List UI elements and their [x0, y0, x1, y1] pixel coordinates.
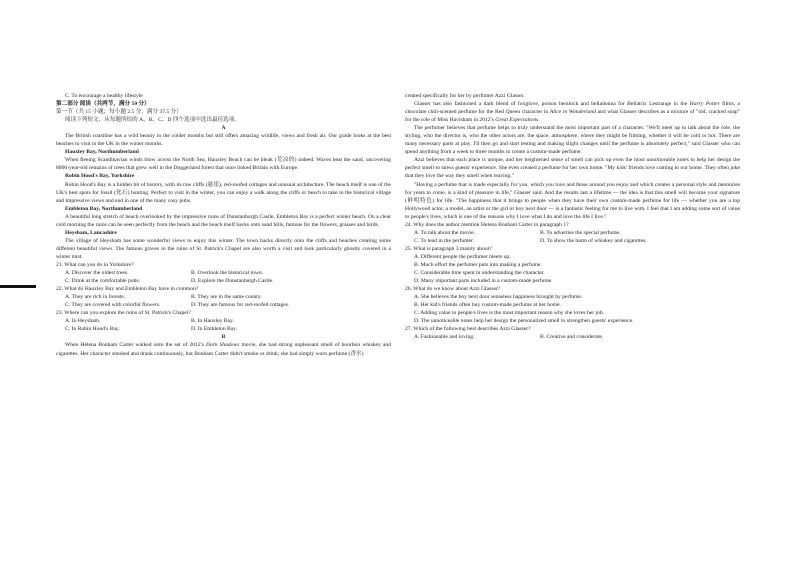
q26-option-b: B. Her kid's friends often buy custom-made perfume at her home.	[414, 302, 562, 309]
section-header: 第一节（共 15 小题；每小题 2.5 分，满分 37.5 分）	[56, 109, 182, 116]
q25-option-c: C. Considerable time spent in understanding the character.	[414, 270, 545, 277]
q27-options-row1	[405, 333, 740, 341]
passage-b-paragraph-4: Azzi believes that each place is unique, and her heightened sense of smell can pick up even the most unnoticeable notes to help her design the perfect smell to stress guests' experience. She even created a perfume for her own home. "My kids' friends love coming to our home. They often joke that they love the way they smell when leaving."	[405, 157, 740, 180]
passage-b-paragraph-3: The perfumer believes that perfume helps to truly understand the most important part of a character. "We'll meet up to talk about the role, the styling, who the director is, who the other actors are, the space, atmosphere, where they might be filming, whether it will be cold or hot. There are many necessary parts at play. I'll then go and start testing and making slight changes until the perfume is absolutely perfect," said Glasser who can spend anything from a week to three months to create a custom-made perfume.	[405, 125, 740, 156]
passage-a-robin-hood: Robin Hood's Bay is a hidden bit of history, with its raw cliffs (悬崖), red-roofed cottages and unusual architecture. The beach itself is one of the UK's best spots for fossil (化石) hunting. Perfect to visit in the winter, you can enjoy a walk along the cliffs or beach to take in the historical village and impressive views and end in one of the many cosy pubs.	[56, 181, 391, 204]
passage-b-paragraph-5: "Having a perfume that is made especially for you, which you love and those around you enjoy and which creates a personal style and memories for years to come, is a kind of pleasure in life," Glasser said. And the results last a lifetime — the idea is that this smell will become your signature (鲜明特色) for life. "The happiness that it brings to people when they have their own custom-made perfume for life — whether you are a top Hollywood actor, a model, an artist or the girl or boy next door — is a fantastic feeling for me to live with. I feel that I am adding some sort of value to people's lives, which is one of the reasons why I love what I do and love the life I live."	[405, 181, 740, 220]
part-header: 第二部分 阅读（共两节，满分 50 分）	[56, 101, 150, 108]
q25-option-d: D. Many important parts included in a custom-made perfume.	[414, 278, 553, 285]
question-26: 26. What do we know about Azzi Glasser?	[405, 286, 501, 293]
q23-options-row1	[56, 317, 391, 325]
question-23: 23. Where can you explore the ruins of St. Patrick's Chapel?	[56, 310, 191, 317]
q23-option-a: A. In Heysham.	[65, 318, 101, 325]
heading-robin-hoods-bay: Robin Hood's Bay, Yorkshire	[65, 173, 135, 180]
q23-options-row2	[56, 325, 391, 333]
question-25: 25. What is paragraph 3 mainly about?	[405, 245, 492, 252]
q24-option-a: A. To talk about the movie.	[414, 229, 476, 236]
q24-option-b: B. To advertise the special perfume.	[540, 229, 621, 236]
q21-option-c: C. Drink at the comfortable pubs.	[65, 278, 141, 285]
question-21: 21. What can you do in Yorkshire?	[56, 261, 134, 268]
question-27: 27. Which of the following best describes Azzi Glasser?	[405, 326, 531, 333]
q22-option-b: B. They are in the same county.	[191, 294, 262, 301]
q25-option-a: A. Different people the perfumer meets up.	[414, 253, 511, 260]
q21-option-a: A. Discover the oldest trees.	[65, 270, 129, 277]
question-24: 24. Why does the author mention Helena Bonham Carter in paragraph 1?	[405, 221, 569, 228]
q21-options-row2	[56, 277, 391, 285]
q22-options-row1	[56, 293, 391, 301]
film-title-harry-potter: Harry Potter	[689, 101, 720, 108]
heading-hauxley-bay: Hauxley Bay, Northumberland	[65, 149, 139, 156]
heading-heysham: Heysham, Lancashire	[65, 229, 117, 236]
passage-a-intro: The British coastline has a wild beauty in the colder months but still offers amazing wildlife, views and fresh air. Our guide looks at the best beaches to visit in the UK in the winter months.	[56, 133, 391, 148]
right-column	[405, 92, 740, 341]
passage-b-continuation: created specifically for her by perfumer Azzi Glasser.	[405, 93, 525, 99]
q24-options-row2	[405, 237, 740, 245]
q24-option-c: C. To lead in the perfumer.	[414, 237, 474, 244]
instruction: 阅读下列短文，从每题所给的 A、B、C、D 四个选项中选出最佳选项。	[65, 117, 240, 124]
q26-option-a: A. She believes the boy next door senseless happiness brought by perfume.	[414, 294, 583, 301]
q21-option-b: B. Overlook the historical town.	[191, 270, 264, 277]
question-22: 22. What do Hauxley Bay and Embleton Bay have in common?	[56, 286, 199, 293]
q22-option-d: D. They are famous for red-roofed cottages.	[191, 302, 290, 309]
q23-option-c: C. In Robin Hood's Bay.	[65, 326, 120, 333]
passage-a-embleton: A beautiful long stretch of beach overlooked by the impressive ruins of Dunstanburgh Castle, Embleton Bay is a perfect winter beach. On a clear cold morning the ruins can be seen perfectly from the beach and the beach itself backs onto sand hills, famous for the flowers, grasses and birds.	[56, 213, 391, 228]
left-column	[56, 92, 391, 358]
passage-b-label: B	[221, 334, 226, 341]
passage-b-opening: When Helena Bonham Carter walked onto the set of 2012's Dark Shadows movie, she had strong unpleasant smell of bourbon whiskey and cigarettes. Her character smoked and drank continuously, but Bonham Carter didn't smoke or drink; she had simply worn perfume (香水)	[56, 342, 391, 357]
passage-b-glasser-films: Glasser has also fashioned a dark blend of foxglove, poison hemlock and belladonna for Bellatrix Lestrange in the Harry Potter films, a chocolate chili-scented perfume for the Red Queen character in Alice in Wonderland and what Glasser describes as a mixture of "old, cracked soap" for the role of Miss Havisham in 2012's Great Expectations.	[405, 101, 740, 124]
q27-option-b: B. Creative and considerate.	[540, 334, 604, 341]
previous-question-option: C. To encourage a healthy lifestyle	[65, 93, 143, 99]
q27-option-a: A. Fashionable and loving.	[414, 334, 475, 341]
q21-option-d: D. Explore the Dunstanburgh Castle.	[191, 278, 274, 285]
q26-option-d: D. The unnoticeable notes help her design the personalized smell to strengthen guests' experience.	[414, 318, 634, 325]
heading-embleton-bay: Embleton Bay, Northumberland	[65, 205, 143, 212]
q22-option-c: C. They are covered with colorful flowers.	[65, 302, 161, 309]
q21-options-row1	[56, 269, 391, 277]
q24-options-row1	[405, 229, 740, 237]
q24-option-d: D. To show the harm of whiskey and cigarettes.	[540, 237, 647, 244]
passage-a-hauxley: When fleeing Scandinavian winds blow across the North Sea, Hauxley Beach can be bleak (荒凉的) indeed. Waves beat the sand, uncovering 8000-year-old remains of trees that grew well in the Doggerland forest that once linked Britain with Europe.	[56, 157, 391, 172]
film-title-great-expectations: Great Expectations	[495, 117, 539, 124]
passage-a-heysham: The village of Heysham has some wonderful views to enjoy this winter. The town backs directly onto the cliffs and beaches creating some different beautiful views. The famous graves in the ruins of St. Patrick's Chapel are also worth a visit and look particularly ghostly covered in a winter mist.	[56, 237, 391, 260]
margin-binding-bar	[0, 285, 36, 288]
q25-option-b: B. Much effort the perfumer puts into making a perfume.	[414, 261, 542, 268]
q22-option-a: A. They are rich in forests.	[65, 294, 126, 301]
q23-option-d: D. In Embleton Bay.	[191, 326, 238, 333]
film-title-alice: Alice in Wonderland	[549, 109, 596, 116]
q23-option-b: B. In Hauxley Bay.	[191, 318, 234, 325]
passage-a-label: A	[221, 125, 226, 132]
film-title-dark-shadows: Dark Shadows	[205, 342, 240, 349]
q26-option-c: C. Adding value to people's lives is the most important reason why she loves her job.	[414, 310, 605, 317]
q22-options-row2	[56, 301, 391, 309]
